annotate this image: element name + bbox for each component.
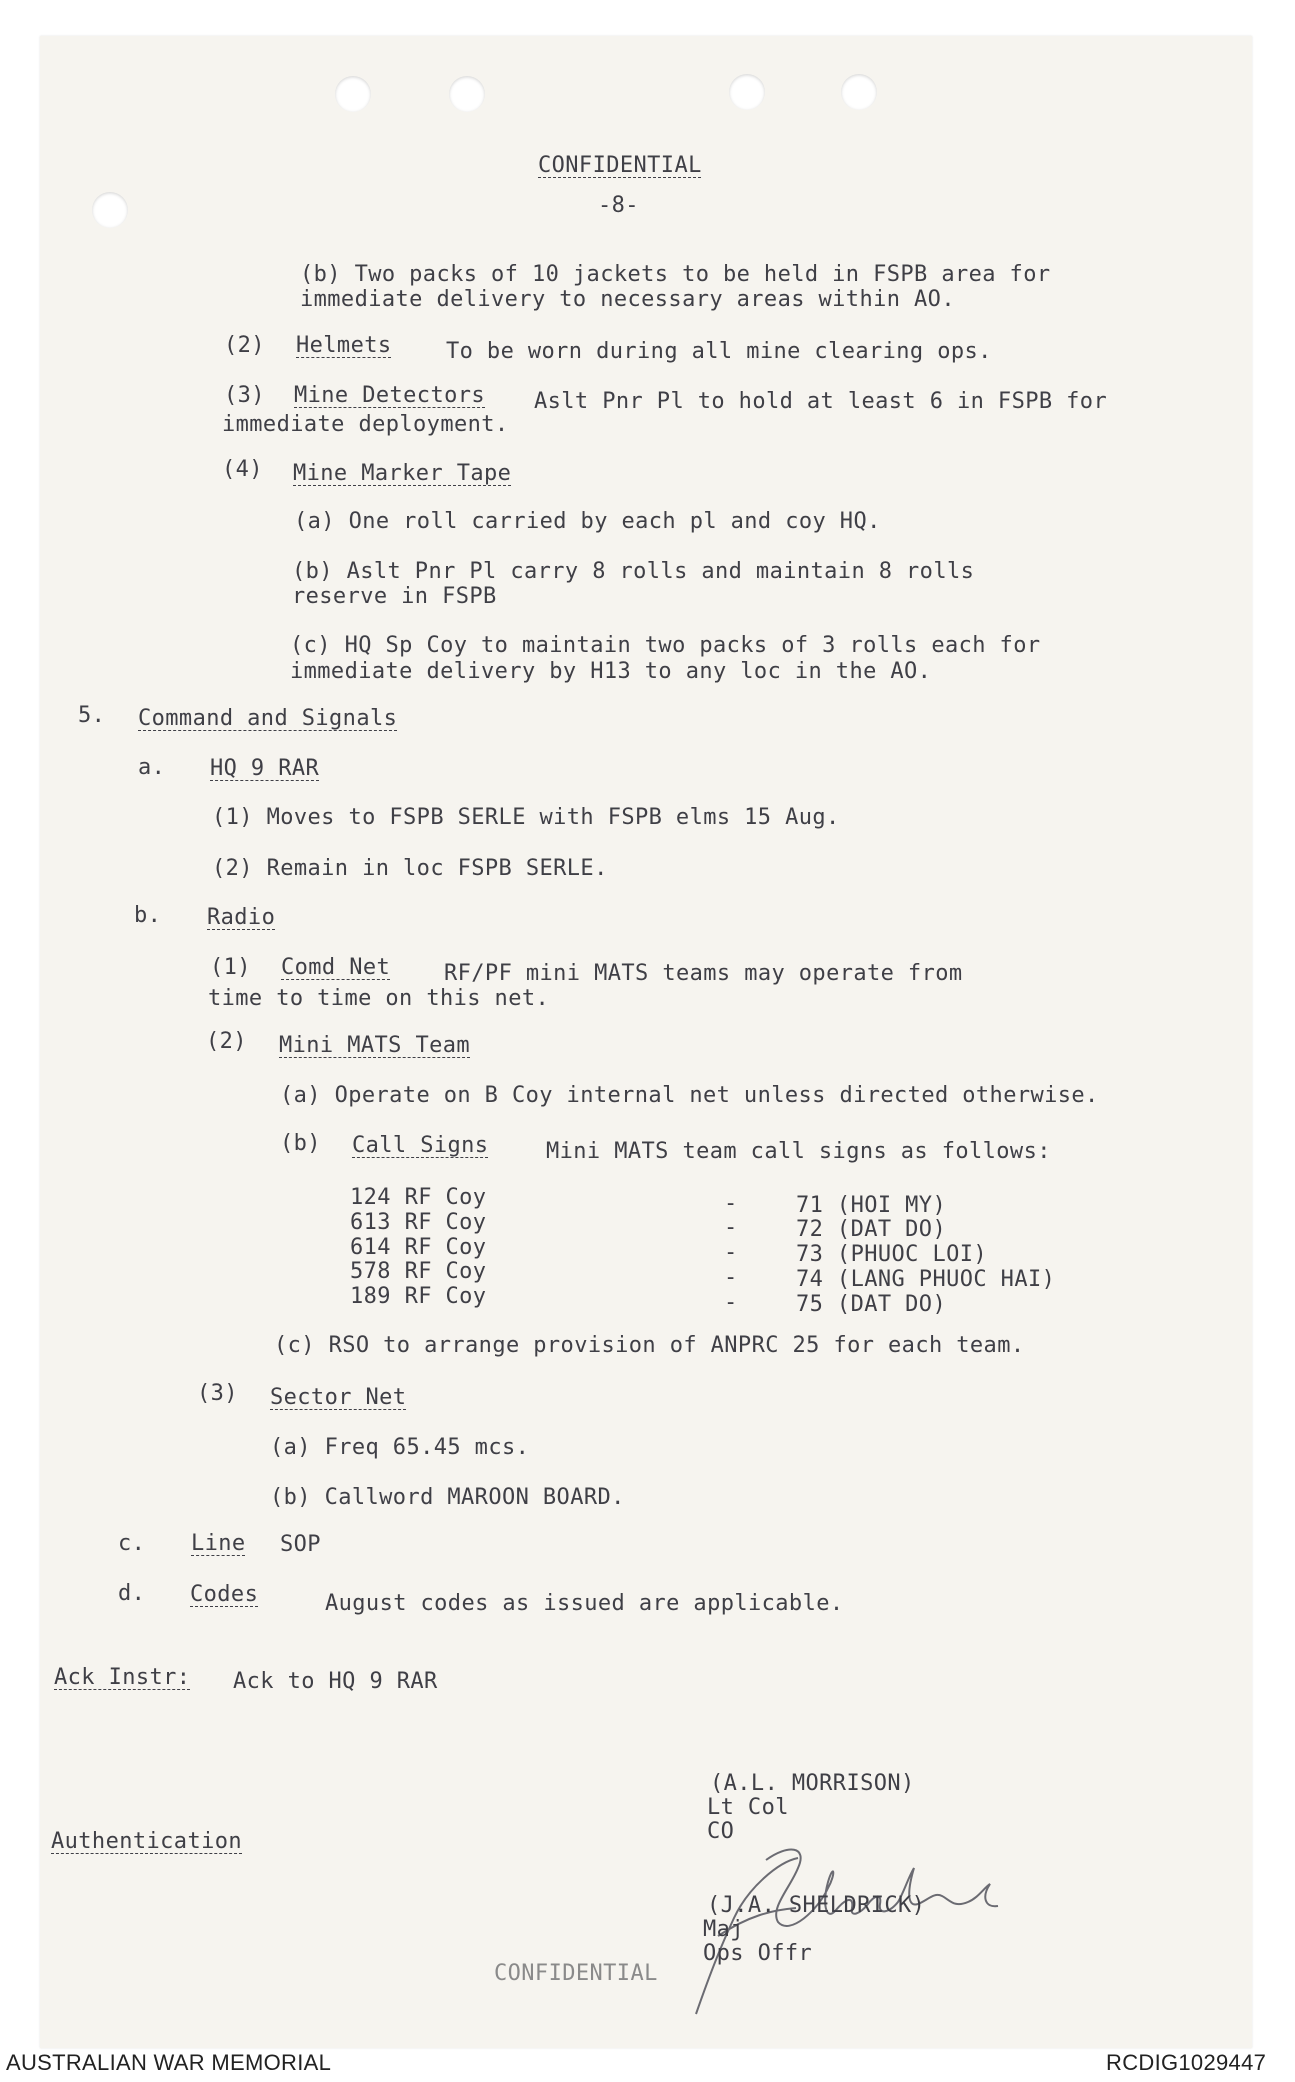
call-sign-dash: - <box>724 1240 738 1265</box>
section-5-heading: Command and Signals <box>138 706 398 731</box>
section-5-number: 5. <box>78 703 106 728</box>
ack-instr-text: Ack to HQ 9 RAR <box>233 1669 438 1694</box>
call-sign-dash: - <box>724 1215 738 1240</box>
signatory-1-role: CO <box>707 1819 735 1844</box>
signatory-1-rank: Lt Col <box>707 1795 789 1820</box>
sector-net-b: (b) Callword MAROON BOARD. <box>270 1485 625 1510</box>
footer-source: AUSTRALIAN WAR MEMORIAL <box>6 2050 332 2075</box>
section-5b-heading: Radio <box>207 905 276 930</box>
section-5d-text: August codes as issued are applicable. <box>325 1591 844 1616</box>
section-5a-number: a. <box>138 755 166 780</box>
section-5c-heading: Line <box>191 1531 246 1556</box>
signatory-2-role: Ops Offr <box>703 1941 813 1966</box>
detectors-text-2: immediate deployment. <box>222 412 509 437</box>
tape-c-2: immediate delivery by H13 to any loc in the AO. <box>290 659 932 684</box>
comd-net-text-2: time to time on this net. <box>208 986 550 1011</box>
call-sign-dash: - <box>724 1290 738 1315</box>
comd-net-number: (1) <box>210 955 251 980</box>
call-sign-value: 75 (DAT DO) <box>796 1292 947 1317</box>
punch-hole <box>335 76 371 112</box>
signatory-2-rank: Maj <box>703 1917 744 1942</box>
mats-number: (2) <box>206 1029 247 1054</box>
jackets-line-2: immediate delivery to necessary areas within AO. <box>300 287 955 312</box>
helmets-number: (2) <box>224 333 265 358</box>
punch-hole <box>841 74 877 110</box>
call-signs-number: (b) <box>280 1131 321 1156</box>
call-sign-unit: 578 RF Coy <box>350 1259 487 1284</box>
tape-a: (a) One roll carried by each pl and coy HQ. <box>294 509 881 534</box>
section-5d-heading: Codes <box>190 1582 259 1607</box>
signatory-2-name: (J.A. SHELDRICK) <box>707 1893 926 1918</box>
authentication-label: Authentication <box>51 1829 243 1854</box>
jackets-line-1: (b) Two packs of 10 jackets to be held in FSPB area for <box>300 262 1051 287</box>
helmets-heading: Helmets <box>296 333 392 358</box>
section-5d-number: d. <box>118 1581 146 1606</box>
classification-header: CONFIDENTIAL <box>538 153 702 178</box>
tape-number: (4) <box>222 457 263 482</box>
call-sign-unit: 613 RF Coy <box>350 1210 487 1235</box>
bottom-classification-stamp: CONFIDENTIAL <box>494 1961 658 1986</box>
call-sign-unit: 124 RF Coy <box>350 1185 487 1210</box>
call-sign-value: 72 (DAT DO) <box>796 1217 947 1242</box>
sector-net-number: (3) <box>197 1381 238 1406</box>
mats-item-a: (a) Operate on B Coy internal net unless directed otherwise. <box>280 1083 1099 1108</box>
call-sign-dash: - <box>724 1265 738 1290</box>
call-sign-value: 74 (LANG PHUOC HAI) <box>796 1267 1056 1292</box>
tape-b-1: (b) Aslt Pnr Pl carry 8 rolls and maintain 8 rolls <box>292 559 975 584</box>
sector-net-a: (a) Freq 65.45 mcs. <box>270 1435 530 1460</box>
detectors-heading: Mine Detectors <box>294 383 486 408</box>
punch-hole <box>449 76 485 112</box>
mats-heading: Mini MATS Team <box>279 1033 471 1058</box>
call-sign-unit: 189 RF Coy <box>350 1284 487 1309</box>
call-signs-intro: Mini MATS team call signs as follows: <box>546 1139 1051 1164</box>
tape-b-2: reserve in FSPB <box>292 584 497 609</box>
section-5c-text: SOP <box>280 1532 321 1557</box>
section-5a-heading: HQ 9 RAR <box>210 756 320 781</box>
tape-c-1: (c) HQ Sp Coy to maintain two packs of 3 rolls each for <box>290 633 1041 658</box>
tape-heading: Mine Marker Tape <box>293 461 512 486</box>
call-signs-heading: Call Signs <box>352 1133 489 1158</box>
section-5b-number: b. <box>134 903 162 928</box>
comd-net-heading: Comd Net <box>281 955 391 980</box>
comd-net-text: RF/PF mini MATS teams may operate from <box>444 961 963 986</box>
punch-hole <box>92 192 128 228</box>
call-sign-dash: - <box>724 1191 738 1216</box>
ack-instr-heading: Ack Instr: <box>54 1665 191 1690</box>
detectors-number: (3) <box>224 383 265 408</box>
sector-net-heading: Sector Net <box>270 1385 407 1410</box>
punch-hole <box>729 74 765 110</box>
detectors-text: Aslt Pnr Pl to hold at least 6 in FSPB for <box>534 389 1108 414</box>
mats-item-c: (c) RSO to arrange provision of ANPRC 25 for each team. <box>274 1333 1025 1358</box>
page-number: -8- <box>598 193 639 218</box>
section-5a-item-2: (2) Remain in loc FSPB SERLE. <box>212 856 608 881</box>
call-sign-value: 73 (PHUOC LOI) <box>796 1242 988 1267</box>
helmets-text: To be worn during all mine clearing ops. <box>446 339 992 364</box>
section-5a-item-1: (1) Moves to FSPB SERLE with FSPB elms 15 Aug. <box>212 805 840 830</box>
call-sign-value: 71 (HOI MY) <box>796 1193 947 1218</box>
section-5c-number: c. <box>118 1531 146 1556</box>
signatory-1-name: (A.L. MORRISON) <box>710 1771 915 1796</box>
footer-id: RCDIG1029447 <box>1106 2050 1267 2075</box>
call-sign-unit: 614 RF Coy <box>350 1235 487 1260</box>
